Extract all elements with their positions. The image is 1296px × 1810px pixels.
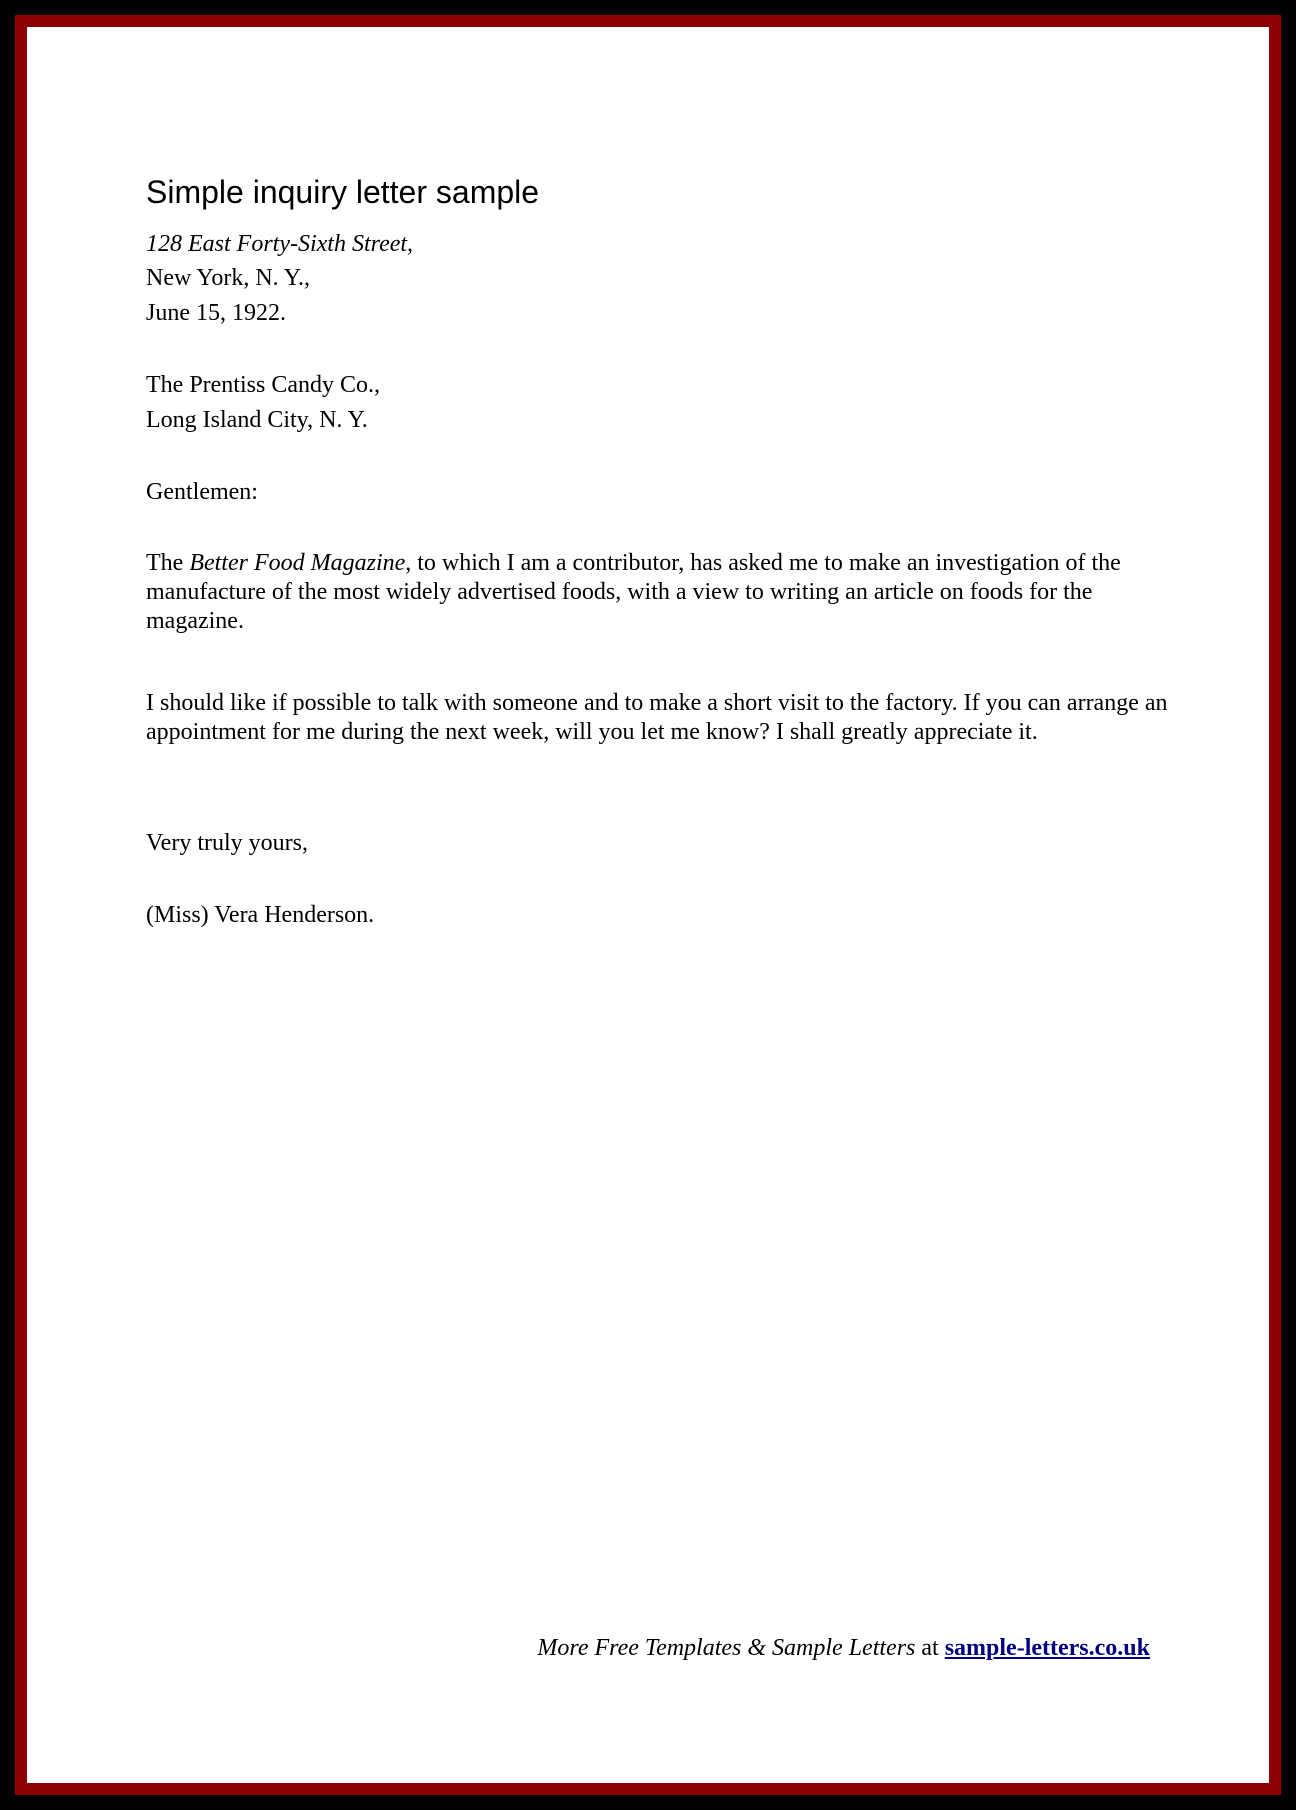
recipient-name: The Prentiss Candy Co., [146, 372, 380, 398]
salutation: Gentlemen: [146, 479, 258, 505]
closing: Very truly yours, [146, 830, 308, 856]
footer-at-text: at [915, 1635, 945, 1661]
magazine-name: Better Food Magazine [189, 550, 406, 576]
letter-page [27, 27, 1269, 1783]
footer-promo [537, 1633, 1150, 1663]
paragraph-1-prefix: The [146, 550, 190, 576]
paragraph-1-text: , to which I am a contributor, has asked me to make an investigation of the manufacture of the most widely advertised foods, with a view to writing an article on foods for the magazine. [146, 550, 1121, 634]
letter-date: June 15, 1922. [146, 300, 286, 326]
signature: (Miss) Vera Henderson. [146, 902, 375, 928]
body-paragraph-2: I should like if possible to talk with someone and to make a short visit to the factory. If you can arrange an appointment for me during the next week, will you let me know? I shall greatly appreciate it. [146, 690, 1168, 745]
page-title: Simple inquiry letter sample [146, 174, 540, 210]
sender-city: New York, N. Y., [146, 265, 311, 291]
footer-italic-text: More Free Templates & Sample Letters [537, 1635, 916, 1661]
body-paragraph-1 [146, 549, 1176, 636]
footer-link[interactable]: sample-letters.co.uk [944, 1635, 1150, 1661]
recipient-city: Long Island City, N. Y. [146, 407, 368, 433]
sender-street: 128 East Forty-Sixth Street, [146, 231, 414, 257]
